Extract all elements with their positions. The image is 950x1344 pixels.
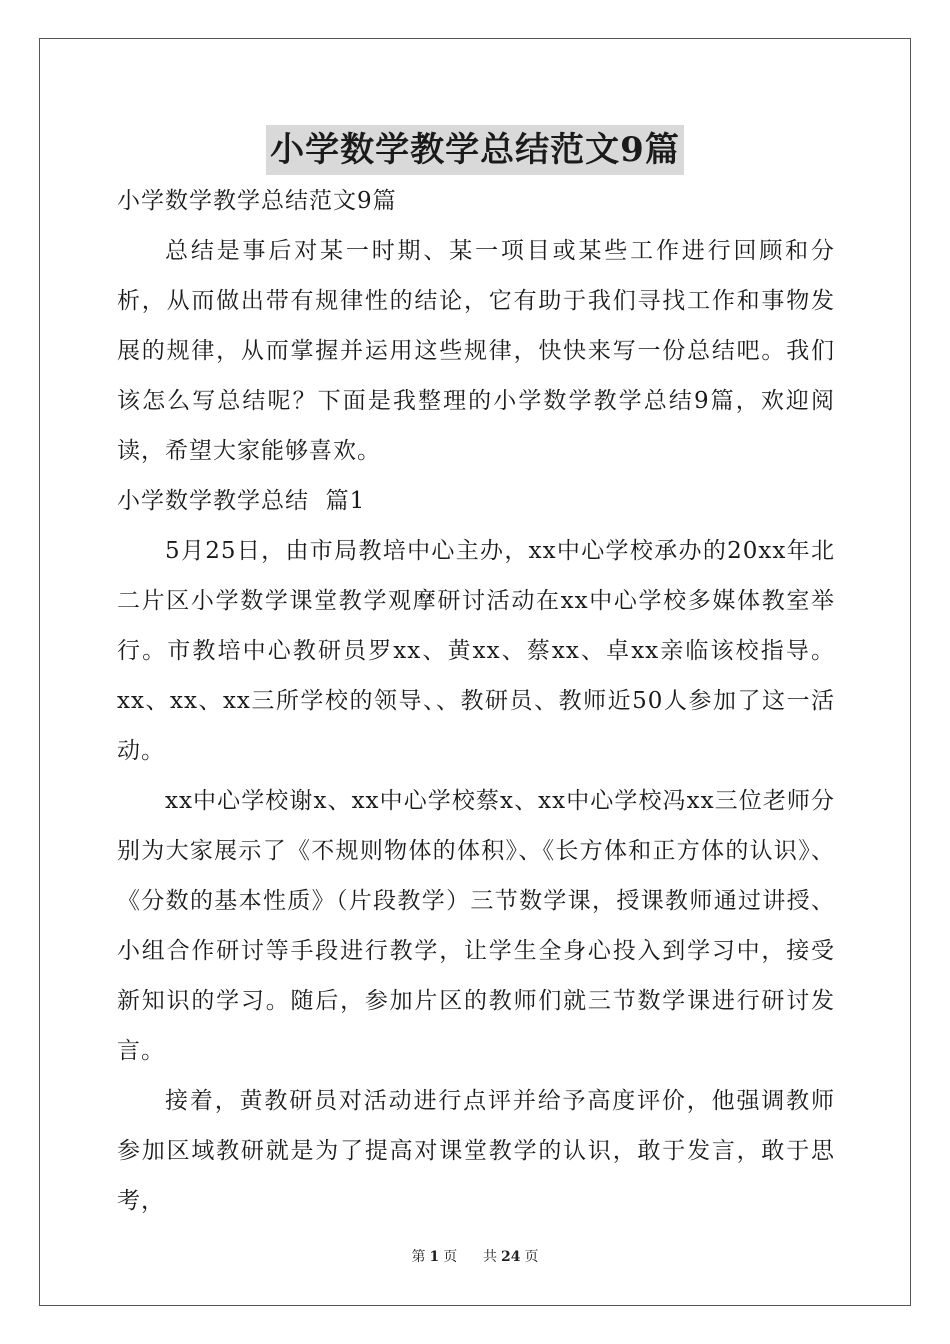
document-title: 小学数学教学总结范文9篇 (266, 125, 684, 175)
total-prefix: 共 (483, 1249, 498, 1265)
body-paragraph: 5月25日，由市局教培中心主办，xx中心学校承办的20xx年北二片区小学数学课堂教学观摩研讨活动在xx中心学校多媒体教室举行。市教培中心教研员罗xx、黄xx、蔡xx、卓xx亲临该校指导。xx、xx、xx三所学校的领导、、教研员、教师近50人参加了这一活动。 (117, 538, 835, 764)
title-area (0, 125, 950, 175)
body-paragraph: 接着，黄教研员对活动进行点评并给予高度评价，他强调教师参加区域教研就是为了提高对课堂教学的认识，敢于发言，敢于思考， (117, 1088, 835, 1214)
page-indicator (409, 1249, 459, 1265)
body-paragraph: xx中心学校谢x、xx中心学校蔡x、xx中心学校冯xx三位老师分别为大家展示了《不规则物体的体积》、《长方体和正方体的认识》、《分数的基本性质》（片段教学）三节数学课，授课教师通过讲授、小组合作研讨等手段进行教学，让学生全身心投入到学习中，接受新知识的学习。随后，参加片区的教师们就三节数学课进行研讨发言。 (117, 788, 835, 1064)
section-heading: 小学数学教学总结 篇1 (117, 488, 366, 514)
intro-paragraph: 总结是事后对某一时期、某一项目或某些工作进行回顾和分析，从而做出带有规律性的结论，它有助于我们寻找工作和事物发展的规律，从而掌握并运用这些规律，快快来写一份总结吧。我们该怎么写总结呢？下面是我整理的小学数学教学总结9篇，欢迎阅读，希望大家能够喜欢。 (117, 238, 835, 464)
page-footer (0, 1246, 950, 1266)
page-suffix: 页 (443, 1249, 458, 1265)
page-number: 1 (429, 1249, 440, 1265)
page-prefix: 第 (411, 1249, 426, 1265)
total-pages: 24 (501, 1249, 521, 1265)
document-subtitle: 小学数学教学总结范文9篇 (117, 188, 397, 214)
document-body (117, 176, 835, 1226)
total-suffix: 页 (524, 1249, 539, 1265)
total-pages-indicator (481, 1249, 540, 1265)
